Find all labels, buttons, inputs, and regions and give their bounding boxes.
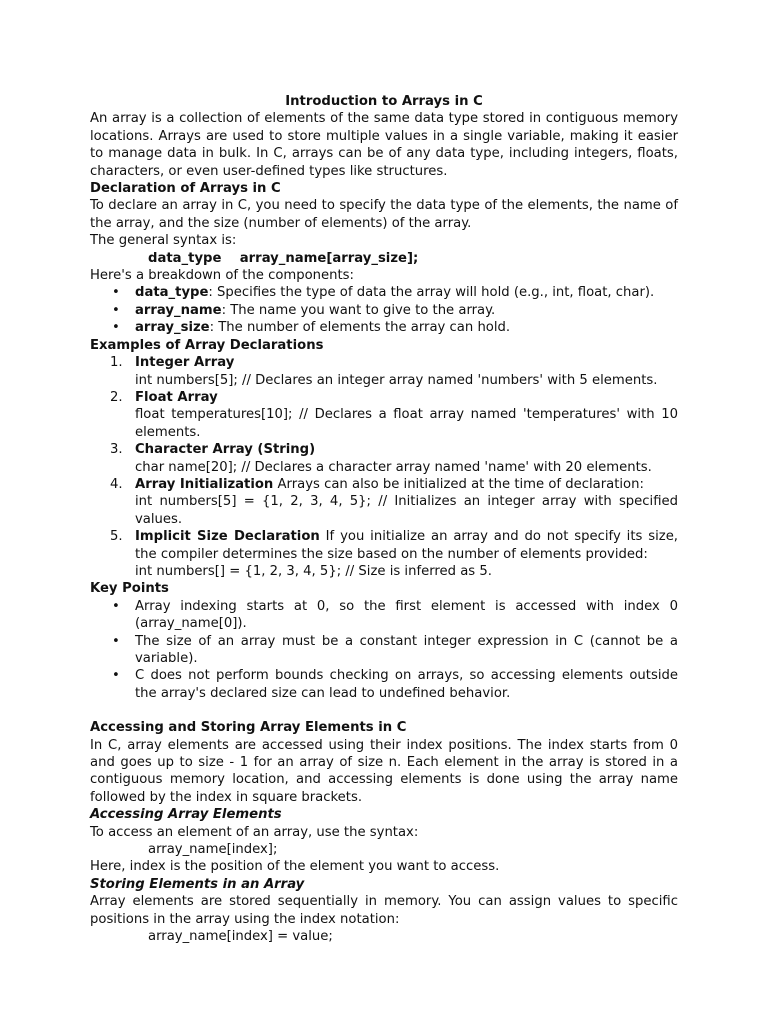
example-title: Array Initialization [135, 476, 274, 492]
example-inline: Arrays can also be initialized at the time of declaration: [273, 476, 644, 492]
key-point-item: • The size of an array must be a constant integer expression in C (cannot be a variable). [90, 633, 678, 668]
component-desc: : The number of elements the array can hold. [209, 320, 511, 336]
storing-heading: Storing Elements in an Array [90, 876, 305, 892]
accessing-code: array_name[index]; [148, 842, 278, 858]
key-points-list [90, 598, 678, 702]
syntax-code: data_type array_name[array_size]; [148, 250, 419, 266]
section-spacer [90, 702, 678, 719]
example-title: Implicit Size Declaration [135, 529, 320, 545]
example-title: Float Array [135, 389, 218, 405]
component-term: array_size [135, 320, 210, 336]
accessing-storing-heading: Accessing and Storing Array Elements in C [90, 720, 407, 736]
example-code: float temperatures[10]; // Declares a float array named 'temperatures' with 10 elements. [135, 407, 678, 440]
key-points-heading: Key Points [90, 581, 169, 597]
component-desc: : The name you want to give to the array. [221, 302, 496, 318]
syntax-intro: The general syntax is: [90, 233, 237, 249]
component-item [90, 284, 678, 301]
component-term: data_type [135, 285, 209, 301]
example-item [90, 476, 678, 528]
declaration-paragraph: To declare an array in C, you need to specify the data type of the elements, the name of the array, and the size (number of elements) of the array. [90, 198, 678, 231]
example-inline: If you initialize an array and do not specify its size, the compiler determines the size based on the number of elements provided: [135, 529, 678, 562]
key-point-item: • Array indexing starts at 0, so the first element is accessed with index 0 (array_name[0]). [90, 598, 678, 633]
storing-code: array_name[index] = value; [148, 929, 333, 945]
component-desc: : Specifies the type of data the array will hold (e.g., int, float, char). [208, 285, 655, 301]
example-code: int numbers[5]; // Declares an integer array named 'numbers' with 5 elements. [135, 372, 658, 388]
examples-list [90, 354, 678, 580]
accessing-heading: Accessing Array Elements [90, 807, 282, 823]
accessing-storing-paragraph: In C, array elements are accessed using their index positions. The index starts from 0 and goes up to size - 1 for an array of size n. Each element in the array is stored in a contiguous memory location, and accessing elements is done using the array name followed by the index in square brackets. [90, 737, 678, 805]
accessing-paragraph: To access an element of an array, use the syntax: [90, 824, 419, 840]
accessing-after: Here, index is the position of the element you want to access. [90, 859, 500, 875]
example-item [90, 389, 678, 441]
example-code: char name[20]; // Declares a character array named 'name' with 20 elements. [135, 459, 652, 475]
example-number: 5. [110, 529, 123, 545]
example-number: 4. [110, 476, 123, 492]
component-item [90, 302, 678, 319]
component-term: array_name [135, 302, 222, 318]
components-list [90, 284, 678, 336]
example-item [90, 441, 678, 476]
storing-paragraph: Array elements are stored sequentially in memory. You can assign values to specific positions in the array using the index notation: [90, 894, 678, 927]
example-number: 3. [110, 442, 123, 458]
key-point-item: • C does not perform bounds checking on arrays, so accessing elements outside the array's declared size can lead to undefined behavior. [90, 667, 678, 702]
example-number: 2. [110, 389, 123, 405]
component-item [90, 319, 678, 336]
page-title: Introduction to Arrays in C [285, 94, 483, 109]
breakdown-intro: Here's a breakdown of the components: [90, 268, 355, 284]
example-item [90, 354, 678, 389]
examples-heading: Examples of Array Declarations [90, 337, 324, 353]
declaration-heading: Declaration of Arrays in C [90, 181, 281, 197]
example-code: int numbers[] = {1, 2, 3, 4, 5}; // Size is inferred as 5. [135, 563, 492, 579]
intro-paragraph: An array is a collection of elements of the same data type stored in contiguous memory locations. Arrays are used to store multiple values in a single variable, making it easier to manage data in bulk. In C, arrays can be of any data type, including integers, floats, characters, or even user-defined types like structures. [90, 111, 678, 179]
example-title: Integer Array [135, 355, 235, 371]
example-item [90, 528, 678, 580]
example-number: 1. [110, 355, 123, 371]
example-code: int numbers[5] = {1, 2, 3, 4, 5}; // Initializes an integer array with specified values. [135, 494, 678, 527]
example-title: Character Array (String) [135, 442, 316, 458]
